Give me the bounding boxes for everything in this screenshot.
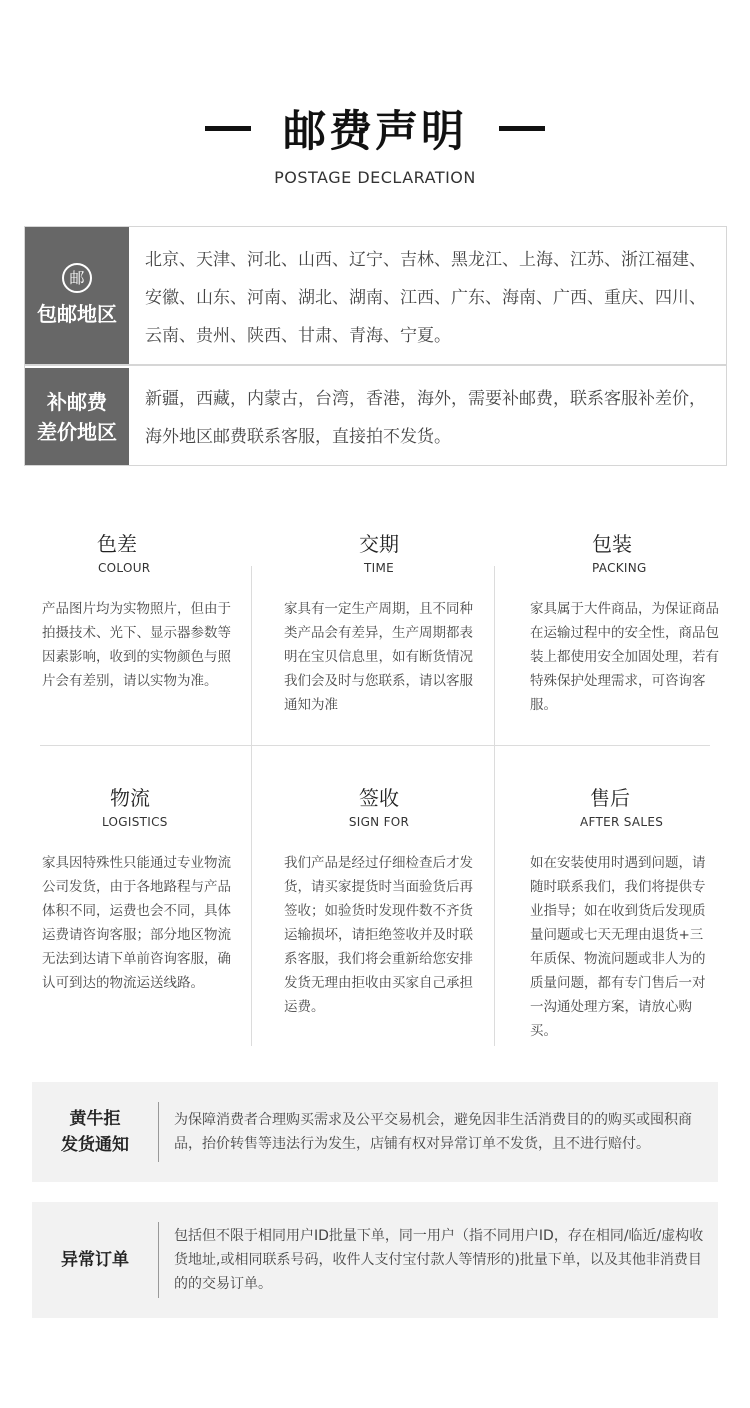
page-title-row	[0, 96, 750, 160]
section-colour	[42, 528, 234, 693]
section-title: 签收	[359, 786, 399, 810]
section-title: 售后	[590, 786, 630, 810]
scalper-notice-label	[32, 1082, 158, 1182]
section-packing	[530, 528, 720, 717]
free-shipping-label	[25, 227, 129, 364]
info-grid	[0, 500, 750, 1060]
section-desc: 家具有一定生产周期，且不同种类产品会有差异，生产周期都表明在宝贝信息里，如有断货情况我们会及时与您联系，请以客服通知为准	[284, 601, 473, 713]
section-after-sales	[530, 782, 716, 1043]
abnormal-order-text-body: 包括但不限于相同用户ID批量下单，同一用户（指不同用户ID，存在相同/临近/虚构收货地址,或相同联系号码，收件人支付宝付款人等情形的)批量下单，以及其他非消费目的的交易订单。	[174, 1228, 704, 1292]
scalper-notice	[32, 1082, 718, 1182]
mail-icon: 邮	[62, 263, 92, 293]
section-title-en: TIME	[363, 561, 394, 575]
free-shipping-label-text: 包邮地区	[37, 301, 117, 326]
grid-divider-v1-bottom	[251, 746, 252, 1046]
extra-postage-regions: 新疆，西藏，内蒙古，台湾，香港，海外，需要补邮费，联系客服补差价，海外地区邮费联系客服，直接拍不发货。	[145, 389, 706, 447]
page-title: 邮费声明	[283, 106, 467, 157]
notice-divider	[158, 1102, 159, 1162]
title-dash-left	[205, 126, 251, 131]
section-logistics	[42, 782, 234, 995]
grid-divider-v1-top	[251, 566, 252, 748]
section-desc: 家具因特殊性只能通过专业物流公司发货，由于各地路程与产品体积不同，运费也会不同，具体运费请咨询客服；部分地区物流无法到达请下单前咨询客服，确认可到达的物流运送线路。	[42, 855, 231, 991]
extra-postage-label	[25, 368, 129, 465]
section-sign-for	[284, 782, 474, 1019]
section-title: 色差	[97, 532, 137, 556]
section-title: 交期	[359, 532, 399, 556]
extra-postage-row	[25, 368, 726, 465]
section-title: 物流	[110, 786, 150, 810]
section-time	[284, 528, 474, 717]
section-title-en: LOGISTICS	[102, 815, 168, 829]
abnormal-order-label: 异常订单	[61, 1250, 129, 1270]
section-desc: 我们产品是经过仔细检查后才发货，请买家提货时当面验货后再签收；如验货时发现件数不齐货运输损坏，请拒绝签收并及时联系客服，我们将会重新给您安排发货无理由拒收由买家自己承担运费。	[284, 855, 473, 1015]
section-desc: 产品图片均为实物照片，但由于拍摄技术、光下、显示器参数等因素影响，收到的实物颜色与照片会有差别，请以实物为准。	[42, 601, 231, 689]
notice-divider	[158, 1222, 159, 1298]
section-title-en: AFTER SALES	[580, 815, 664, 829]
free-shipping-row	[25, 227, 726, 366]
section-title-en: COLOUR	[98, 561, 151, 575]
section-title-en: PACKING	[592, 561, 647, 575]
region-table	[24, 226, 727, 466]
section-title-en: SIGN FOR	[348, 815, 410, 829]
scalper-notice-label-line2: 发货通知	[61, 1135, 129, 1155]
abnormal-order-text	[174, 1202, 704, 1318]
extra-postage-label-line1: 补邮费	[47, 389, 107, 414]
abnormal-order-notice	[32, 1202, 718, 1318]
section-title: 包装	[592, 532, 632, 556]
section-desc: 家具属于大件商品，为保证商品在运输过程中的安全性，商品包装上都使用安全加固处理，若有特殊保护处理需求，可咨询客服。	[530, 601, 719, 713]
grid-divider-v2-bottom	[494, 746, 495, 1046]
scalper-notice-text-body: 为保障消费者合理购买需求及公平交易机会，避免因非生活消费目的的购买或囤积商品，抬价转售等违法行为发生，店铺有权对异常订单不发货，且不进行赔付。	[174, 1112, 692, 1152]
page-subtitle: POSTAGE DECLARATION	[274, 168, 476, 187]
grid-divider-v2-top	[494, 566, 495, 748]
extra-postage-label-line2: 差价地区	[37, 419, 117, 444]
scalper-notice-label-line1: 黄牛拒	[69, 1109, 121, 1129]
free-shipping-regions: 北京、天津、河北、山西、辽宁、吉林、黑龙江、上海、江苏、浙江福建、安徽、山东、河南、湖北、湖南、江西、广东、海南、广西、重庆、四川、云南、贵州、陕西、甘肃、青海、宁夏。	[145, 250, 706, 346]
section-desc: 如在安装使用时遇到问题，请随时联系我们，我们将提供专业指导；如在收到货后发现质量问题或七天无理由退货+三年质保、物流问题或非人为的质量问题，都有专门售后一对一沟通处理方案，请放心购买。	[530, 855, 706, 1039]
grid-divider-h	[40, 745, 710, 746]
scalper-notice-text	[174, 1082, 704, 1182]
title-dash-right	[499, 126, 545, 131]
